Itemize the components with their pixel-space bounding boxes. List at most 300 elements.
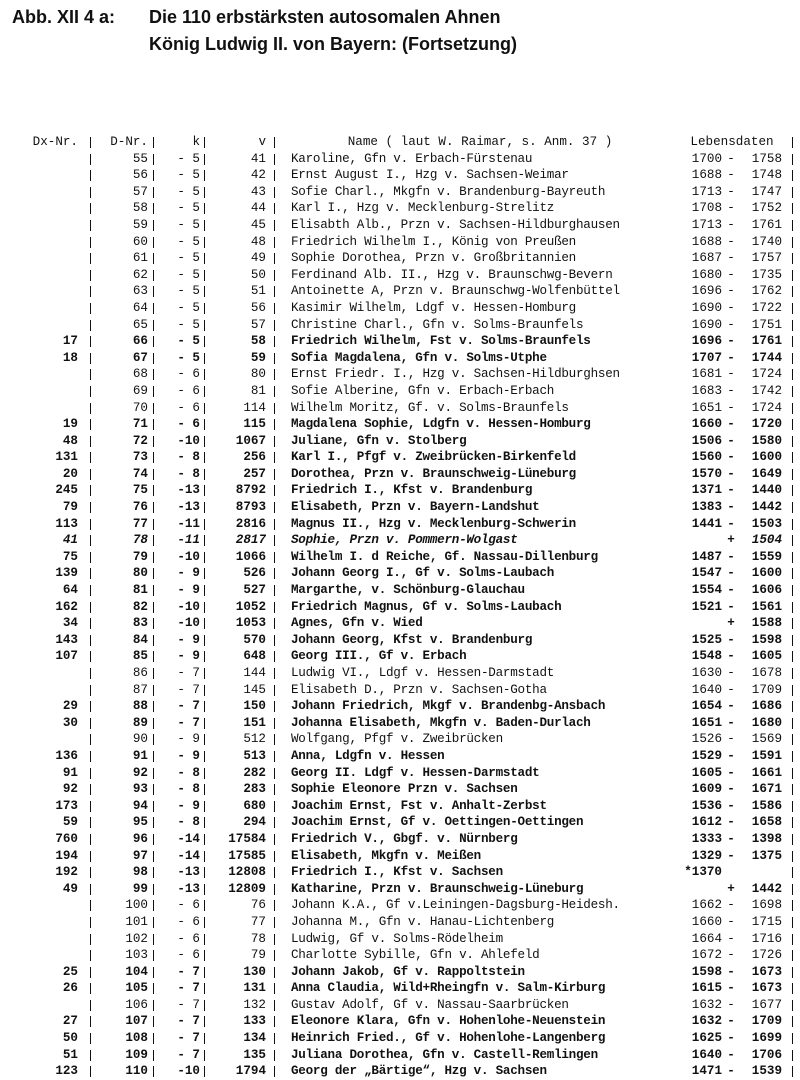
v-value: 132	[243, 997, 266, 1012]
column-divider	[792, 220, 793, 231]
d-number: 80	[132, 566, 148, 581]
table-row	[0, 615, 800, 632]
v-value: 513	[243, 748, 266, 763]
column-divider	[274, 718, 275, 729]
column-divider	[153, 535, 154, 546]
k-value: - 7	[177, 715, 200, 730]
column-divider	[792, 950, 793, 961]
death-year: 1673	[751, 981, 782, 996]
column-divider	[274, 1033, 275, 1044]
table-row	[0, 267, 800, 284]
death-year: 1649	[751, 466, 782, 481]
k-value: -10	[177, 1064, 200, 1079]
k-value: - 7	[177, 682, 200, 697]
k-value: - 5	[177, 217, 200, 232]
column-divider	[153, 270, 154, 281]
column-divider	[204, 320, 205, 331]
v-value: 1053	[235, 616, 266, 631]
k-value: - 7	[177, 699, 200, 714]
v-value: 41	[250, 151, 266, 166]
k-value: - 9	[177, 583, 200, 598]
table-row	[0, 250, 800, 267]
column-divider	[274, 768, 275, 779]
column-divider	[153, 187, 154, 198]
death-year: 1539	[751, 1064, 782, 1079]
d-number: 55	[132, 151, 148, 166]
column-divider	[90, 469, 91, 480]
table-row	[0, 532, 800, 549]
column-divider	[204, 519, 205, 530]
column-divider	[153, 137, 154, 148]
column-divider	[274, 900, 275, 911]
v-value: 50	[250, 267, 266, 282]
column-divider	[204, 187, 205, 198]
column-divider	[204, 253, 205, 264]
column-divider	[153, 784, 154, 795]
column-divider	[153, 618, 154, 629]
date-separator: -	[727, 566, 735, 581]
column-divider	[204, 651, 205, 662]
d-number: 62	[132, 267, 148, 282]
d-number: 93	[132, 782, 148, 797]
death-year: 1673	[751, 964, 782, 979]
date-separator: -	[727, 848, 735, 863]
k-value: -13	[177, 865, 200, 880]
column-divider	[90, 867, 91, 878]
column-divider	[153, 353, 154, 364]
k-value: - 5	[177, 334, 200, 349]
column-divider	[792, 718, 793, 729]
column-divider	[153, 817, 154, 828]
ancestor-name: Margarthe, v. Schönburg-Glauchau	[291, 583, 525, 598]
ancestor-name: Elisabeth D., Przn v. Sachsen-Gotha	[291, 682, 547, 697]
header-k: k	[192, 135, 200, 149]
column-divider	[204, 436, 205, 447]
column-divider	[204, 900, 205, 911]
column-divider	[90, 237, 91, 248]
v-value: 78	[250, 931, 266, 946]
column-divider	[153, 154, 154, 165]
date-separator: -	[727, 699, 735, 714]
date-separator: -	[727, 682, 735, 697]
column-divider	[274, 734, 275, 745]
v-value: 56	[250, 300, 266, 315]
column-divider	[90, 618, 91, 629]
column-divider	[90, 934, 91, 945]
column-divider	[792, 436, 793, 447]
date-separator: +	[727, 881, 735, 896]
k-value: -13	[177, 483, 200, 498]
birth-year: 1630	[691, 666, 722, 680]
ancestor-name: Friedrich Wilhelm I., König von Preußen	[291, 234, 576, 249]
title-line-2: König Ludwig II. von Bayern: (Fortsetzung)	[149, 34, 517, 54]
death-year: 1678	[751, 666, 782, 680]
ancestor-name: Gustav Adolf, Gf v. Nassau-Saarbrücken	[291, 997, 569, 1012]
v-value: 57	[250, 317, 266, 332]
column-divider	[274, 320, 275, 331]
column-divider	[274, 436, 275, 447]
column-divider	[90, 568, 91, 579]
date-separator: -	[727, 931, 735, 946]
dx-number: 162	[55, 599, 78, 614]
v-value: 570	[243, 632, 266, 647]
date-separator: -	[727, 948, 735, 963]
v-value: 114	[243, 400, 266, 415]
ancestor-name: Johann K.A., Gf v.Leiningen-Dagsburg-Heidesh.	[291, 898, 620, 913]
v-value: 17585	[228, 848, 266, 863]
date-separator: -	[727, 433, 735, 448]
column-divider	[90, 353, 91, 364]
column-divider	[792, 452, 793, 463]
column-divider	[204, 220, 205, 231]
birth-year: 1713	[691, 217, 722, 232]
column-divider	[204, 585, 205, 596]
birth-year: 1654	[691, 699, 722, 714]
column-divider	[792, 751, 793, 762]
k-value: - 6	[177, 898, 200, 913]
v-value: 2817	[235, 533, 266, 548]
column-divider	[204, 353, 205, 364]
column-divider	[274, 817, 275, 828]
d-number: 83	[132, 616, 148, 631]
birth-year: 1329	[691, 848, 722, 863]
v-value: 134	[243, 1031, 266, 1046]
k-value: - 6	[177, 948, 200, 963]
ancestor-name: Wilhelm Moritz, Gf. v. Solms-Braunfels	[291, 400, 569, 415]
ancestor-name: Johanna Elisabeth, Mkgfn v. Baden-Durlach	[291, 715, 591, 730]
column-divider	[274, 519, 275, 530]
column-divider	[204, 983, 205, 994]
dx-number: 64	[62, 583, 78, 598]
column-divider	[274, 270, 275, 281]
date-separator: -	[727, 367, 735, 382]
dx-number: 245	[55, 483, 78, 498]
death-year: 1724	[751, 400, 782, 415]
figure-label: Abb. XII 4 a:	[12, 7, 116, 27]
d-number: 103	[125, 948, 148, 963]
dx-number: 48	[62, 433, 78, 448]
date-separator: -	[727, 417, 735, 432]
dx-number: 760	[55, 831, 78, 846]
date-separator: -	[727, 317, 735, 332]
death-year: 1398	[751, 831, 782, 846]
table-row	[0, 200, 800, 217]
column-divider	[204, 336, 205, 347]
column-divider	[274, 618, 275, 629]
d-number: 63	[132, 284, 148, 299]
column-divider	[153, 568, 154, 579]
column-divider	[274, 568, 275, 579]
table-row	[0, 715, 800, 732]
column-divider	[274, 353, 275, 364]
column-divider	[204, 369, 205, 380]
death-year: 1724	[751, 367, 782, 382]
birth-year: 1560	[691, 450, 722, 465]
column-divider	[792, 286, 793, 297]
ancestor-table	[0, 134, 800, 1080]
table-row	[0, 665, 800, 682]
date-separator: -	[727, 914, 735, 929]
dx-number: 123	[55, 1064, 78, 1079]
column-divider	[153, 303, 154, 314]
table-row	[0, 499, 800, 516]
v-value: 59	[250, 350, 266, 365]
column-divider	[274, 485, 275, 496]
v-value: 79	[250, 948, 266, 963]
k-value: - 5	[177, 201, 200, 216]
ancestor-name: Elisabth Alb., Przn v. Sachsen-Hildburghausen	[291, 217, 620, 232]
column-divider	[90, 336, 91, 347]
ancestor-name: Sofie Alberine, Gfn v. Erbach-Erbach	[291, 383, 555, 398]
table-row	[0, 234, 800, 251]
column-divider	[153, 900, 154, 911]
v-value: 145	[243, 682, 266, 697]
birth-year: 1554	[691, 583, 722, 598]
k-value: - 9	[177, 649, 200, 664]
column-divider	[274, 867, 275, 878]
v-value: 526	[243, 566, 266, 581]
table-row	[0, 516, 800, 533]
d-number: 109	[125, 1047, 148, 1062]
date-separator: -	[727, 217, 735, 232]
death-year: 1561	[751, 599, 782, 614]
v-value: 12809	[228, 881, 266, 896]
ancestor-name: Johann Friedrich, Mkgf v. Brandenbg-Ansbach	[291, 699, 606, 714]
column-divider	[90, 286, 91, 297]
column-divider	[90, 801, 91, 812]
d-number: 98	[132, 865, 148, 880]
d-number: 104	[125, 964, 148, 979]
column-divider	[792, 618, 793, 629]
date-separator: -	[727, 450, 735, 465]
column-divider	[204, 917, 205, 928]
birth-year: 1690	[691, 300, 722, 315]
column-divider	[204, 884, 205, 895]
column-divider	[274, 784, 275, 795]
k-value: -11	[177, 533, 200, 548]
dx-number: 49	[62, 881, 78, 896]
death-year: 1699	[751, 1031, 782, 1046]
ancestor-name: Joachim Ernst, Fst v. Anhalt-Zerbst	[291, 798, 547, 813]
death-year: 1600	[751, 566, 782, 581]
column-divider	[792, 1033, 793, 1044]
column-divider	[153, 751, 154, 762]
d-number: 99	[132, 881, 148, 896]
column-divider	[792, 535, 793, 546]
ancestor-name: Karoline, Gfn v. Erbach-Fürstenau	[291, 151, 533, 166]
column-divider	[153, 651, 154, 662]
birth-year: 1632	[691, 997, 722, 1012]
column-divider	[274, 303, 275, 314]
date-separator: -	[727, 516, 735, 531]
column-divider	[90, 768, 91, 779]
death-year: 1598	[751, 632, 782, 647]
birth-year: 1605	[691, 765, 722, 780]
column-divider	[204, 1000, 205, 1011]
k-value: - 7	[177, 1047, 200, 1062]
birth-year: 1529	[691, 748, 722, 763]
column-divider	[90, 1050, 91, 1061]
v-value: 51	[250, 284, 266, 299]
table-row	[0, 565, 800, 582]
dx-number: 136	[55, 748, 78, 763]
column-divider	[792, 884, 793, 895]
table-row	[0, 167, 800, 184]
death-year: 1762	[751, 284, 782, 299]
death-year: 1442	[751, 881, 782, 896]
table-row	[0, 184, 800, 201]
column-divider	[153, 552, 154, 563]
ancestor-name: Georg III., Gf v. Erbach	[291, 649, 467, 664]
death-year: 1698	[751, 898, 782, 913]
column-divider	[153, 386, 154, 397]
v-value: 133	[243, 1014, 266, 1029]
d-number: 69	[132, 383, 148, 398]
birth-year: 1664	[691, 931, 722, 946]
column-divider	[792, 817, 793, 828]
column-divider	[90, 220, 91, 231]
date-separator: -	[727, 334, 735, 349]
death-year: 1606	[751, 583, 782, 598]
column-divider	[204, 485, 205, 496]
k-value: - 5	[177, 151, 200, 166]
column-divider	[792, 403, 793, 414]
k-value: - 5	[177, 184, 200, 199]
table-row	[0, 383, 800, 400]
column-divider	[153, 917, 154, 928]
death-year: 1680	[751, 715, 782, 730]
column-divider	[90, 817, 91, 828]
d-number: 92	[132, 765, 148, 780]
death-year: 1591	[751, 748, 782, 763]
ancestor-name: Georg II. Ldgf v. Hessen-Darmstadt	[291, 765, 540, 780]
d-number: 106	[125, 997, 148, 1012]
date-separator: -	[727, 500, 735, 515]
k-value: - 9	[177, 798, 200, 813]
birth-year: 1609	[691, 782, 722, 797]
table-row	[0, 151, 800, 168]
column-divider	[204, 386, 205, 397]
ancestor-name: Joachim Ernst, Gf v. Oettingen-Oettingen	[291, 815, 584, 830]
column-divider	[90, 751, 91, 762]
ancestor-name: Sofie Charl., Mkgfn v. Brandenburg-Bayreuth	[291, 184, 606, 199]
column-divider	[792, 917, 793, 928]
column-divider	[274, 253, 275, 264]
v-value: 76	[250, 898, 266, 913]
birth-year: 1681	[691, 367, 722, 382]
ancestor-name: Ferdinand Alb. II., Hzg v. Braunschwg-Bevern	[291, 267, 613, 282]
death-year: 1751	[751, 317, 782, 332]
ancestor-name: Georg der „Bärtige“, Hzg v. Sachsen	[291, 1064, 547, 1079]
dx-number: 17	[62, 334, 78, 349]
column-divider	[792, 734, 793, 745]
dx-number: 92	[62, 782, 78, 797]
k-value: - 9	[177, 748, 200, 763]
ancestor-name: Christine Charl., Gfn v. Solms-Braunfels	[291, 317, 584, 332]
column-divider	[274, 950, 275, 961]
dx-number: 41	[62, 533, 78, 548]
d-number: 95	[132, 815, 148, 830]
k-value: - 9	[177, 566, 200, 581]
d-number: 86	[132, 666, 148, 680]
column-divider	[204, 751, 205, 762]
birth-year: 1536	[691, 798, 722, 813]
ancestor-name: Wolfgang, Pfgf v. Zweibrücken	[291, 732, 503, 747]
date-separator: -	[727, 815, 735, 830]
date-separator: -	[727, 251, 735, 266]
column-divider	[792, 784, 793, 795]
column-divider	[274, 452, 275, 463]
column-divider	[274, 137, 275, 148]
d-number: 100	[125, 898, 148, 913]
birth-year: 1371	[691, 483, 722, 498]
table-row	[0, 931, 800, 948]
d-number: 107	[125, 1014, 148, 1029]
column-divider	[274, 635, 275, 646]
ancestor-name: Sophie, Przn v. Pommern-Wolgast	[291, 533, 518, 548]
column-divider	[90, 137, 91, 148]
column-divider	[274, 203, 275, 214]
column-divider	[153, 452, 154, 463]
column-divider	[90, 386, 91, 397]
death-year: 1580	[751, 433, 782, 448]
date-separator: -	[727, 1014, 735, 1029]
date-separator: -	[727, 765, 735, 780]
date-separator: -	[727, 798, 735, 813]
column-divider	[90, 403, 91, 414]
date-separator: -	[727, 1064, 735, 1079]
column-divider	[274, 651, 275, 662]
column-divider	[90, 900, 91, 911]
column-divider	[204, 967, 205, 978]
v-value: 81	[250, 383, 266, 398]
column-divider	[153, 701, 154, 712]
column-divider	[90, 602, 91, 613]
birth-year: 1333	[691, 831, 722, 846]
v-value: 680	[243, 798, 266, 813]
death-year: 1442	[751, 500, 782, 515]
table-row	[0, 897, 800, 914]
date-separator: -	[727, 267, 735, 282]
d-number: 58	[132, 201, 148, 216]
d-number: 77	[132, 516, 148, 531]
header-dn: D-Nr.	[110, 135, 148, 149]
column-divider	[274, 834, 275, 845]
column-divider	[274, 535, 275, 546]
ancestor-name: Sophie Eleonore Przn v. Sachsen	[291, 782, 518, 797]
birth-year: 1688	[691, 234, 722, 249]
column-divider	[792, 967, 793, 978]
date-separator: -	[727, 1031, 735, 1046]
death-year: 1726	[751, 948, 782, 963]
column-divider	[204, 1050, 205, 1061]
column-divider	[90, 651, 91, 662]
table-row	[0, 881, 800, 898]
v-value: 282	[243, 765, 266, 780]
column-divider	[153, 668, 154, 679]
column-divider	[90, 983, 91, 994]
column-divider	[90, 203, 91, 214]
ancestor-name: Friedrich V., Gbgf. v. Nürnberg	[291, 831, 518, 846]
d-number: 65	[132, 317, 148, 332]
table-row	[0, 864, 800, 881]
k-value: - 8	[177, 466, 200, 481]
dx-number: 27	[62, 1014, 78, 1029]
v-value: 115	[243, 417, 266, 432]
d-number: 73	[132, 450, 148, 465]
k-value: - 8	[177, 815, 200, 830]
column-divider	[274, 1016, 275, 1027]
